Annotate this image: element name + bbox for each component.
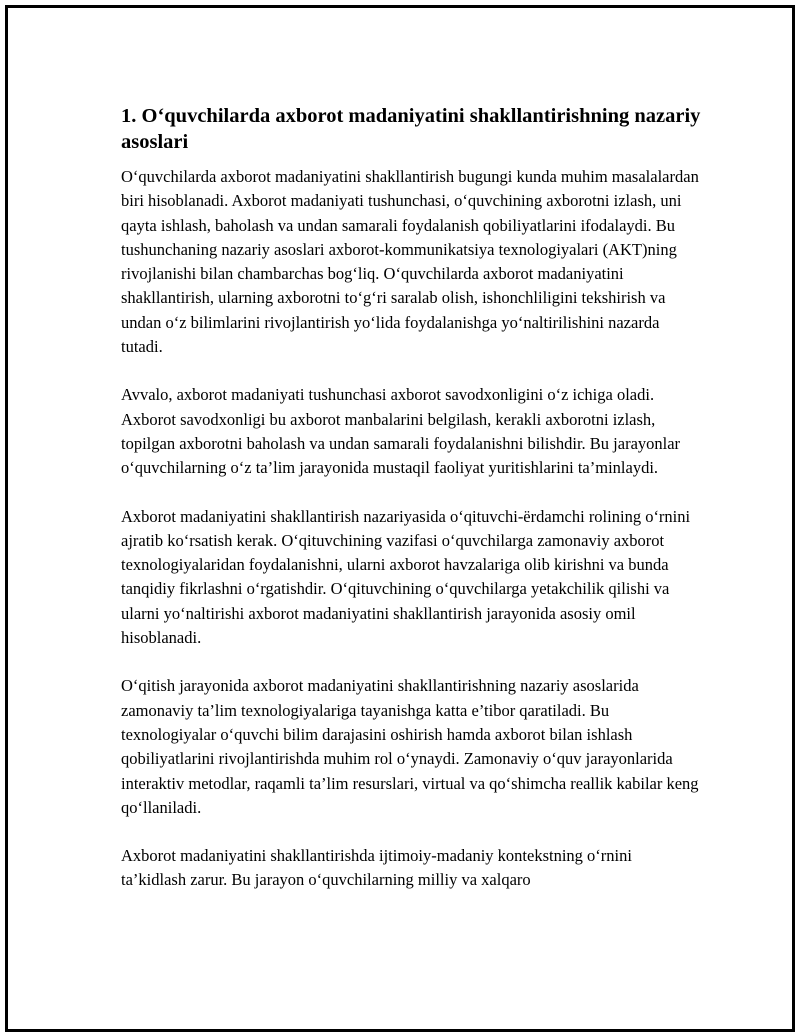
document-page bbox=[5, 5, 795, 1032]
paragraph-2: Avvalo, axborot madaniyati tushunchasi axborot savodxonligini o‘z ichiga oladi. Axborot savodxonligi bu axborot manbalarini belgilash, kerakli axborotni izlash, topilgan axborotni baholash va undan samarali foydalanishni bilishdir. Bu jarayonlar o‘quvchilarning o‘z ta’lim jarayonida mustaqil faoliyat yuritishlarini ta’minlaydi. bbox=[121, 385, 681, 478]
paragraph-4: O‘qitish jarayonida axborot madaniyatini shakllantirishning nazariy asoslarida zamonaviy ta’lim texnologiyalariga tayanishga katta e’tibor qaratiladi. Bu texnologiyalar o‘quvchi bilim darajasini oshirish hamda axborot bilan ishlash qobiliyatlarini rivojlantirishda muhim rol o‘ynaydi. Zamonaviy o‘quv jarayonlarida interaktiv metodlar, raqamli ta’lim resurslari, virtual va qo‘shimcha reallik kabilar keng qo‘llaniladi. bbox=[121, 676, 699, 817]
paragraph-1: O‘quvchilarda axborot madaniyatini shakllantirish bugungi kunda muhim masalalardan biri hisoblanadi. Axborot madaniyati tushunchasi, o‘quvchining axborotni izlash, uni qayta ishlash, baholash va undan samarali foydalanish qobiliyatlarini ifodalaydi. Bu tushunchaning nazariy asoslari axborot-kommunikatsiya texnologiyalari (AKT)ning rivojlanishi bilan chambarchas bog‘liq. O‘quvchilarda axborot madaniyatini shakllantirish, ularning axborotni to‘g‘ri saralab olish, ishonchliligini tekshirish va undan o‘z bilimlarini rivojlantirish yo‘lida foydalanishga yo‘naltirilishini nazarda tutadi. bbox=[121, 167, 699, 357]
paragraph-5: Axborot madaniyatini shakllantirishda ijtimoiy-madaniy kontekstning o‘rnini ta’kidlash zarur. Bu jarayon o‘quvchilarning milliy va xalqaro bbox=[121, 846, 632, 890]
document-body bbox=[121, 103, 701, 893]
paragraph-3: Axborot madaniyatini shakllantirish nazariyasida o‘qituvchi-ërdamchi rolining o‘rnini ajratib ko‘rsatish kerak. O‘qituvchining vazifasi o‘quvchilarga zamonaviy axborot texnologiyalaridan foydalanishni, ularni axborot havzalariga olib kirishni va bunda tanqidiy fikrlashni o‘rgatishdir. O‘qituvchining o‘quvchilarga yetakchilik qilishi va ularni yo‘naltirishi axborot madaniyatini shakllantirish jarayonida asosiy omil hisoblanadi. bbox=[121, 506, 691, 648]
section-heading: 1. O‘quvchilarda axborot madaniyatini shakllantirishning nazariy asoslari bbox=[121, 105, 701, 153]
